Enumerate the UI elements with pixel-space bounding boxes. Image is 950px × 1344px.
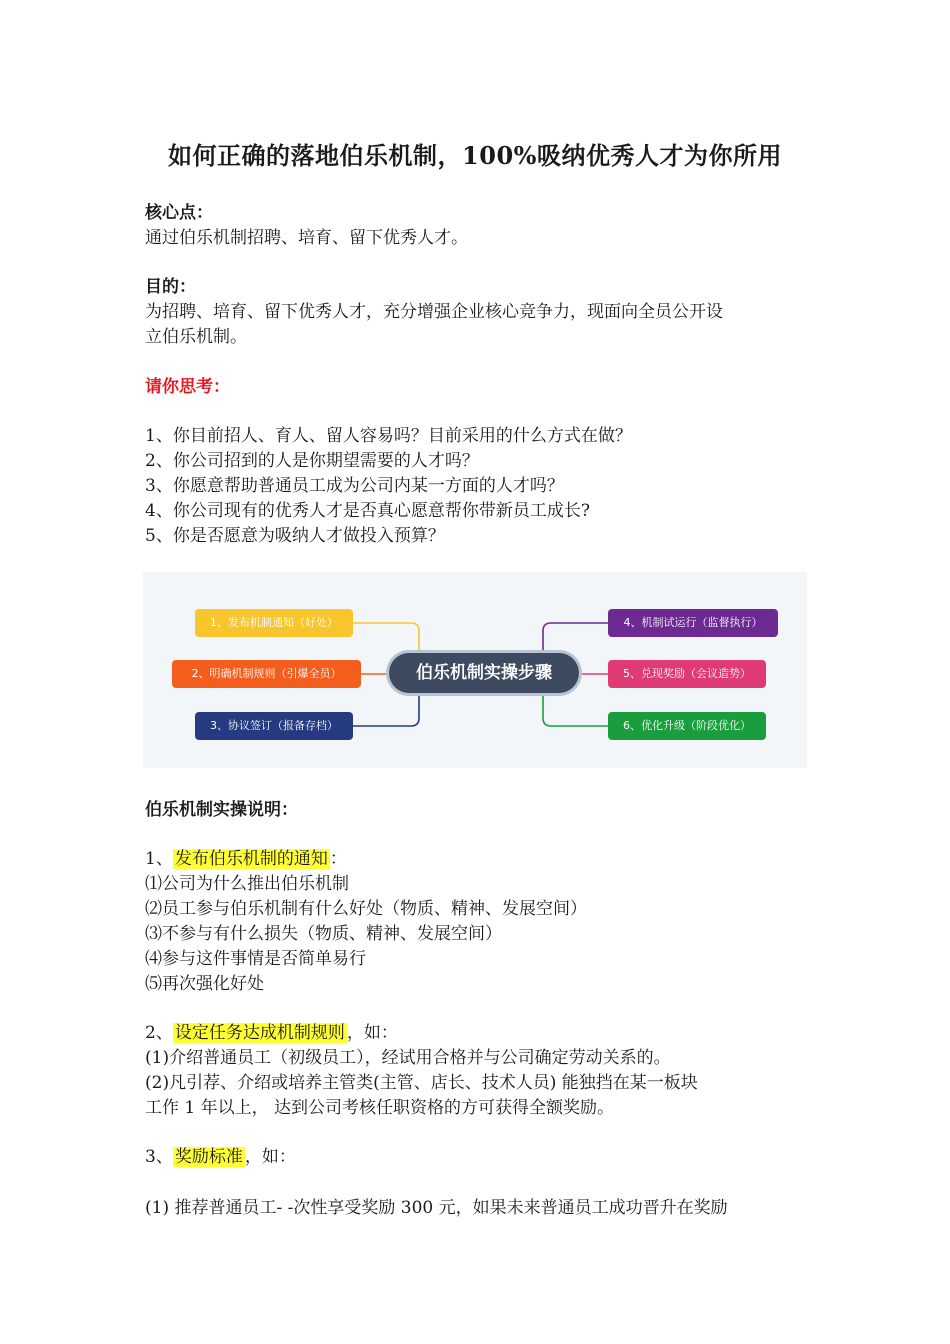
mindmap-diagram — [143, 572, 807, 768]
connector-4 — [543, 623, 608, 653]
section-1-item: ⑷参与这件事情是否简单易行 — [145, 949, 366, 969]
question-item: 2、你公司招到的人是你期望需要的人才吗？ — [145, 451, 479, 471]
section-2-item-2-line-2: 工作 1 年以上， 达到公司考核任职资格的方可获得全额奖励。 — [145, 1098, 615, 1118]
mindmap-node-3: 3、协议签订（报备存档） — [195, 712, 353, 740]
connector-3 — [353, 693, 419, 726]
question-item: 1、你目前招人、育人、留人容易吗？目前采用的什么方式在做？ — [145, 426, 632, 446]
connector-6 — [543, 693, 608, 726]
section-1-number: 1、 — [145, 849, 173, 869]
section-1-item: ⑶不参与有什么损失（物质、精神、发展空间） — [145, 924, 502, 944]
purpose-text-line-1: 为招聘、培育、留下优秀人才，充分增强企业核心竞争力，现面向全员公开设 — [145, 302, 723, 322]
section-1-heading — [145, 847, 347, 872]
section-3-item-1: (1) 推荐普通员工- -次性享受奖励 300 元，如果未来普通员工成功晋升在奖励 — [145, 1198, 728, 1218]
section-1-title: 发布伯乐机制的通知 — [174, 849, 328, 869]
purpose-label: 目的： — [145, 277, 196, 297]
core-label: 核心点： — [145, 203, 213, 223]
section-2-title: 设定任务达成机制规则 — [174, 1023, 345, 1043]
section-3-suffix: ，如： — [244, 1147, 296, 1167]
question-item: 3、你愿意帮助普通员工成为公司内某一方面的人才吗？ — [145, 476, 564, 496]
mindmap-node-2: 2、明确机制规则（引爆全员） — [172, 660, 361, 688]
section-2-item-2-line-1: (2)凡引荐、介绍或培养主管类(主管、店长、技术人员) 能独挡在某一板块 — [145, 1073, 698, 1093]
section-3-title: 奖励标准 — [174, 1147, 243, 1167]
connector-1 — [353, 623, 419, 653]
section-2-number: 2、 — [145, 1023, 173, 1043]
think-label: 请你思考： — [145, 377, 230, 397]
mindmap-node-5: 5、兑现奖励（会议造势） — [608, 660, 766, 688]
section-3-heading — [145, 1145, 296, 1170]
mindmap-node-1: 1、发布机制通知（好处） — [195, 609, 353, 637]
section-2-suffix: ，如： — [346, 1023, 398, 1043]
section-2-item-1: (1)介绍普通员工（初级员工），经试用合格并与公司确定劳动关系的。 — [145, 1048, 671, 1068]
section-1-suffix: ： — [329, 849, 347, 869]
section-1-item: ⑸再次强化好处 — [145, 974, 264, 994]
section-1-item: ⑴公司为什么推出伯乐机制 — [145, 874, 349, 894]
section-2-heading — [145, 1021, 398, 1046]
section-1-item: ⑵员工参与伯乐机制有什么好处（物质、精神、发展空间） — [145, 899, 587, 919]
mindmap-center-node: 伯乐机制实操步骤 — [389, 653, 579, 693]
core-text: 通过伯乐机制招聘、培育、留下优秀人才。 — [145, 228, 468, 248]
question-item: 5、你是否愿意为吸纳人才做投入预算？ — [145, 526, 445, 546]
section-3-number: 3、 — [145, 1147, 173, 1167]
question-item: 4、你公司现有的优秀人才是否真心愿意帮你带新员工成长? — [145, 501, 590, 521]
mindmap-node-4: 4、机制试运行（监督执行） — [608, 609, 778, 637]
document-title: 如何正确的落地伯乐机制，100%吸纳优秀人才为你所用 — [168, 141, 782, 170]
explain-heading: 伯乐机制实操说明： — [145, 800, 298, 820]
mindmap-node-6: 6、优化升级（阶段优化） — [608, 712, 766, 740]
purpose-text-line-2: 立伯乐机制。 — [145, 327, 247, 347]
